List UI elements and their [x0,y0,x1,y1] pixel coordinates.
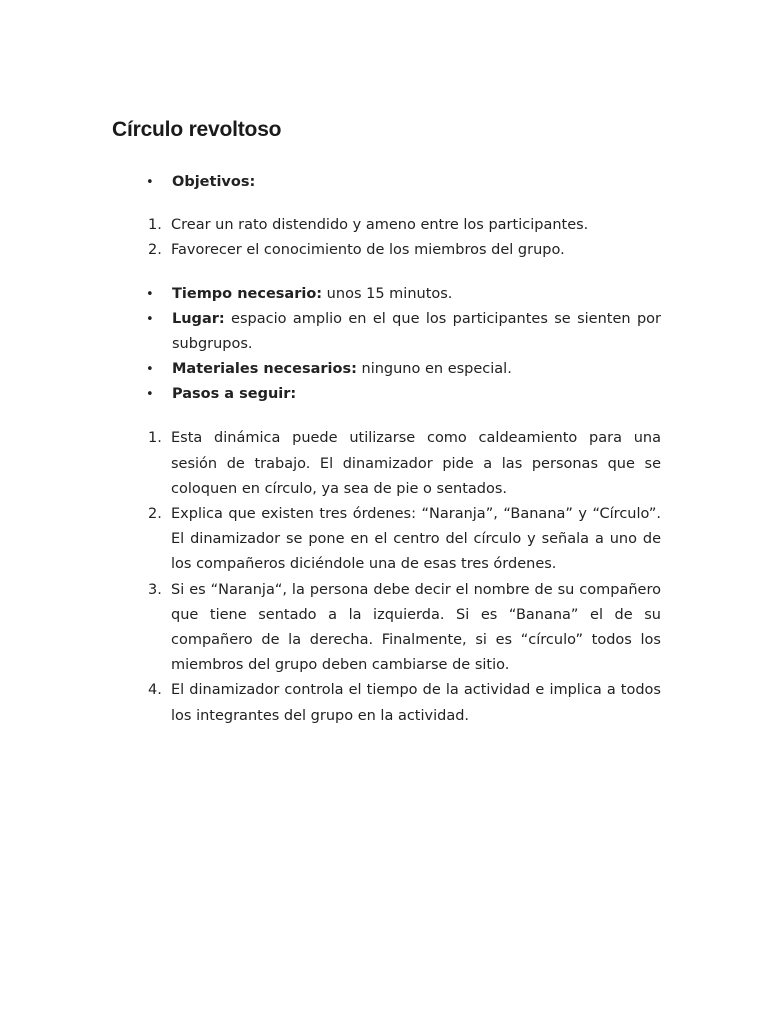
step-item [112,578,661,679]
step-text: El dinamizador controla el tiempo de la actividad e implica a todos los integrantes del grupo en la actividad. [171,682,661,724]
detail-item-place [112,307,661,357]
detail-text: espacio amplio en el que los participantes se sienten por subgrupos. [172,311,661,353]
step-item [112,502,661,578]
detail-label: Tiempo necesario: [172,286,323,303]
bullet-icon: • [146,362,154,378]
detail-item-time [112,282,661,307]
objective-text: Crear un rato distendido y ameno entre los participantes. [171,217,589,233]
document-title: Círculo revoltoso [112,118,282,141]
step-number: 3. [148,581,162,598]
step-number: 4. [148,682,162,699]
detail-text: ninguno en especial. [356,361,512,378]
objectives-list [112,213,661,263]
details-list [112,282,661,407]
detail-label: Lugar: [172,311,225,328]
objective-item [112,238,661,263]
document-page [112,118,661,729]
objectives-heading-list [112,170,661,195]
detail-label: Materiales necesarios: [172,361,357,378]
objective-text: Favorecer el conocimiento de los miembros del grupo. [171,242,565,259]
detail-text: unos 15 minutos. [322,286,453,303]
step-text: Si es “Naranja“, la persona debe decir el nombre de su compañero que tiene sentado a la izquierda. Si es “Banana” el de su compañero de la derecha. Finalmente, si es “círculo” todos los miembros del grupo deben cambiarse de sitio. [171,581,661,674]
step-number: 1. [148,430,162,447]
objective-number: 1. [148,217,162,233]
detail-item-steps [112,382,661,407]
objectives-label: Objetivos: [172,174,256,190]
bullet-icon: • [146,312,154,328]
detail-label: Pasos a seguir: [172,386,297,403]
step-number: 2. [148,506,162,523]
objective-item [112,213,661,238]
step-item [112,426,661,502]
bullet-icon: • [146,387,154,403]
bullet-icon: • [146,175,154,190]
steps-list [112,426,661,728]
objectives-heading [112,170,661,195]
bullet-icon: • [146,287,154,303]
step-text: Esta dinámica puede utilizarse como caldeamiento para una sesión de trabajo. El dinamizador pide a las personas que se coloquen en círculo, ya sea de pie o sentados. [171,430,661,497]
detail-item-materials [112,357,661,382]
objective-number: 2. [148,242,162,259]
step-item [112,678,661,728]
step-text: Explica que existen tres órdenes: “Naranja”, “Banana” y “Círculo”. El dinamizador se pone en el centro del círculo y señala a uno de los compañeros diciéndole una de esas tres órdenes. [171,506,661,573]
